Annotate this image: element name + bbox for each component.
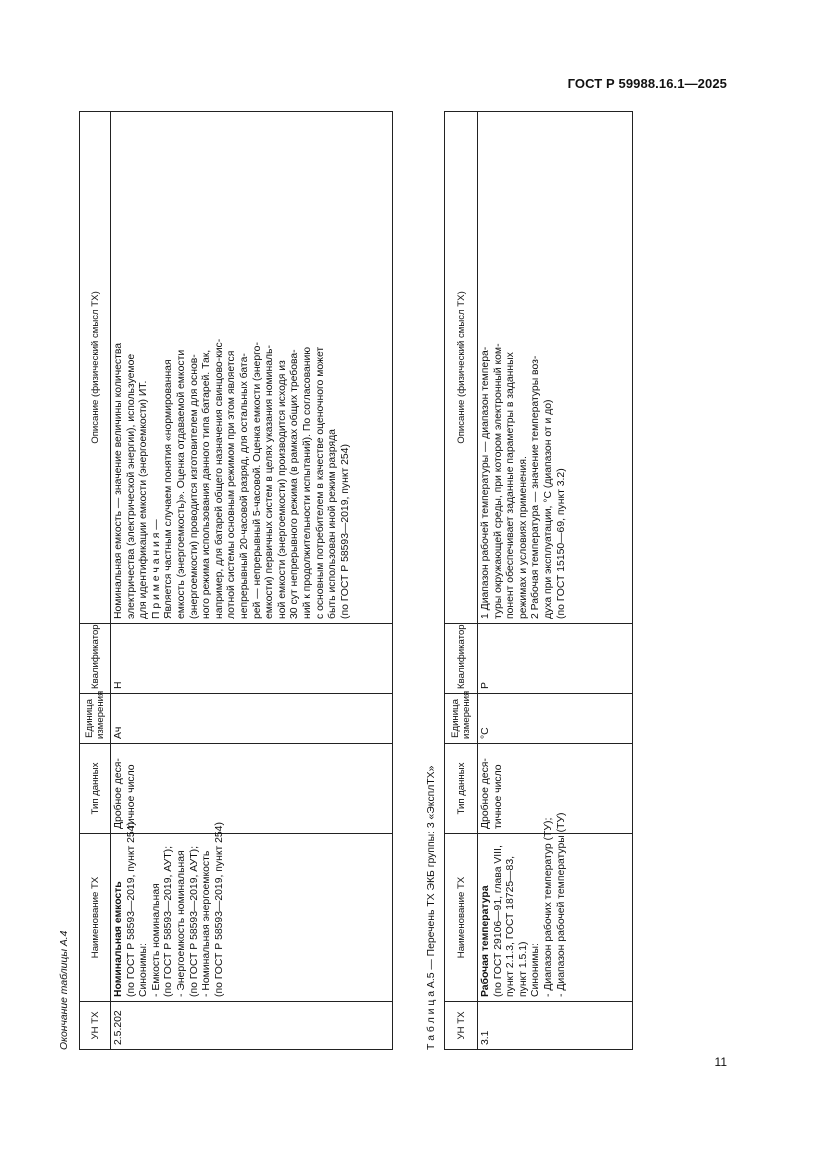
description-line: (по ГОСТ 15150—69, пункт 3.2) — [555, 468, 567, 619]
data-type-line: Дробное деся- — [113, 758, 124, 829]
col-header-description: Описание (физический смысл ТХ) — [80, 112, 111, 624]
description-line: ного режима использования данного типа батарей. Так, — [201, 349, 213, 619]
data-type-line: тичное число — [125, 764, 137, 829]
name-line: - Диапазон рабочей температуры (ТУ) — [555, 812, 567, 997]
col-header-name: Наименование ТХ — [80, 834, 111, 1002]
name-line: (по ГОСТ Р 58593—2019, пункт 254) — [125, 822, 137, 997]
description-line: с основным потребителем в качестве оценочного может — [314, 346, 326, 619]
table-a4-caption: Окончание таблицы А.4 — [59, 930, 70, 1050]
description-line: емкость (энергоемкость)». Оценка отдаваемой емкости — [175, 349, 187, 619]
name-title: Рабочая температура — [480, 885, 491, 997]
cell-code: 3.1 — [478, 1002, 633, 1050]
description-line: Номинальная емкость — значение величины количества — [113, 342, 124, 619]
document-code: ГОСТ Р 59988.16.1—2025 — [567, 76, 727, 91]
name-line: пункт 1.5.1) — [517, 941, 529, 997]
rotated-content — [56, 50, 601, 1050]
name-line: (по ГОСТ Р 58593—2019, АУТ); — [163, 845, 175, 997]
name-line: Синонимы: — [138, 943, 150, 997]
col-header-description: Описание (физический смысл ТХ) — [445, 112, 478, 624]
cell-name — [478, 812, 633, 1002]
description-line: ний к продолжительности испытаний). По согласованию — [301, 346, 313, 619]
col-header-name: Наименование ТХ — [445, 834, 478, 1002]
table-row — [111, 112, 393, 1050]
name-title: Номинальная емкость — [113, 881, 124, 997]
name-line: (по ГОСТ Р 58593—2019, АУТ); — [188, 845, 200, 997]
table-row — [478, 112, 633, 1050]
cell-qualifier: Р — [478, 624, 633, 694]
col-header-unit: Единица измерения — [445, 694, 478, 744]
cell-description — [478, 112, 633, 624]
name-line: (по ГОСТ Р 58593—2019, пункт 254) — [213, 822, 225, 997]
table-a5-header-row — [445, 112, 478, 1050]
description-line: рей — непрерывный 5-часовой. Оценка емкости (энерго- — [251, 342, 263, 619]
description-line: непрерывный 20-часовой разряд, для остальных бата- — [238, 353, 250, 619]
description-line: туры окружающей среды, при котором электронный ком- — [492, 343, 504, 619]
col-header-qualifier: Квалификатор — [80, 624, 111, 694]
data-type-line: тичное число — [492, 764, 504, 829]
description-line: (энергоемкости) проводится изготовителем для основ- — [188, 354, 200, 619]
description-line: емкости) первичных систем в целях указания номиналь- — [264, 345, 276, 619]
description-line: духа при эксплуатации, °С (диапазон от и до) — [542, 399, 554, 619]
description-line: электричества (электрической энергии), используемое — [125, 353, 137, 619]
table-a5 — [444, 111, 633, 1050]
cell-unit: °С — [478, 694, 633, 744]
table-a4 — [79, 111, 393, 1050]
name-line: - Энергоемкость номинальная — [175, 850, 187, 997]
description-line: 1 Диапазон рабочей температуры — диапазон темпера- — [480, 346, 491, 619]
table-a5-caption: Т а б л и ц а А.5 — Перечень ТХ ЭКБ группы: 3 «ЭксплТХ» — [426, 765, 437, 1050]
cell-description — [111, 112, 393, 624]
description-line: для идентификации емкости (энергоемкости) ИТ. — [138, 380, 150, 619]
data-type-line: Дробное деся- — [480, 758, 491, 829]
description-line: 2 Рабочая температура — значение температуры воз- — [530, 355, 542, 619]
description-line: режимах и условиях применения. — [517, 456, 529, 619]
description-line: быть использован иной режим разряда — [327, 429, 339, 619]
name-line: (по ГОСТ 29106—91, глава VIII, — [492, 845, 504, 997]
col-header-code: УН ТХ — [80, 1002, 111, 1050]
col-header-data-type: Тип данных — [445, 744, 478, 834]
page-number: 11 — [714, 1055, 727, 1069]
description-line: лотной системы основным режимом при этом является — [226, 350, 238, 619]
col-header-data-type: Тип данных — [80, 744, 111, 834]
cell-code: 2.5.202 — [111, 1002, 393, 1050]
cell-unit: Ач — [111, 694, 393, 744]
description-line: (по ГОСТ Р 58593—2019, пункт 254) — [339, 444, 351, 619]
cell-data-type — [111, 744, 393, 834]
cell-data-type — [478, 744, 633, 834]
col-header-unit: Единица измерения — [80, 694, 111, 744]
description-line: Является частным случаем понятия «нормированная — [163, 359, 175, 619]
name-line: Синонимы: — [530, 943, 542, 997]
table-a4-header-row — [80, 112, 111, 1050]
name-line: - Емкость номинальная — [150, 883, 162, 997]
description-line: например, для батарей общего назначения свинцово-кис- — [213, 338, 225, 619]
description-line: 30 сут непрерывного режима (в рамках общих требова- — [289, 349, 301, 619]
name-line: - Диапазон рабочих температур (ТУ); — [542, 817, 554, 997]
cell-qualifier: Н — [111, 624, 393, 694]
description-line: ной емкости (энергоемкости) производится исходя из — [276, 360, 288, 619]
cell-name — [111, 822, 393, 1002]
description-line: понент обеспечивает заданные параметры в заданных — [505, 352, 517, 619]
col-header-qualifier: Квалификатор — [445, 624, 478, 694]
description-line: П р и м е ч а н и я — — [150, 519, 162, 619]
name-line: пункт 2.1.3, ГОСТ 18725—83, — [505, 856, 517, 997]
name-line: - Номинальная энергоемкость — [201, 850, 213, 997]
col-header-code: УН ТХ — [445, 1002, 478, 1050]
